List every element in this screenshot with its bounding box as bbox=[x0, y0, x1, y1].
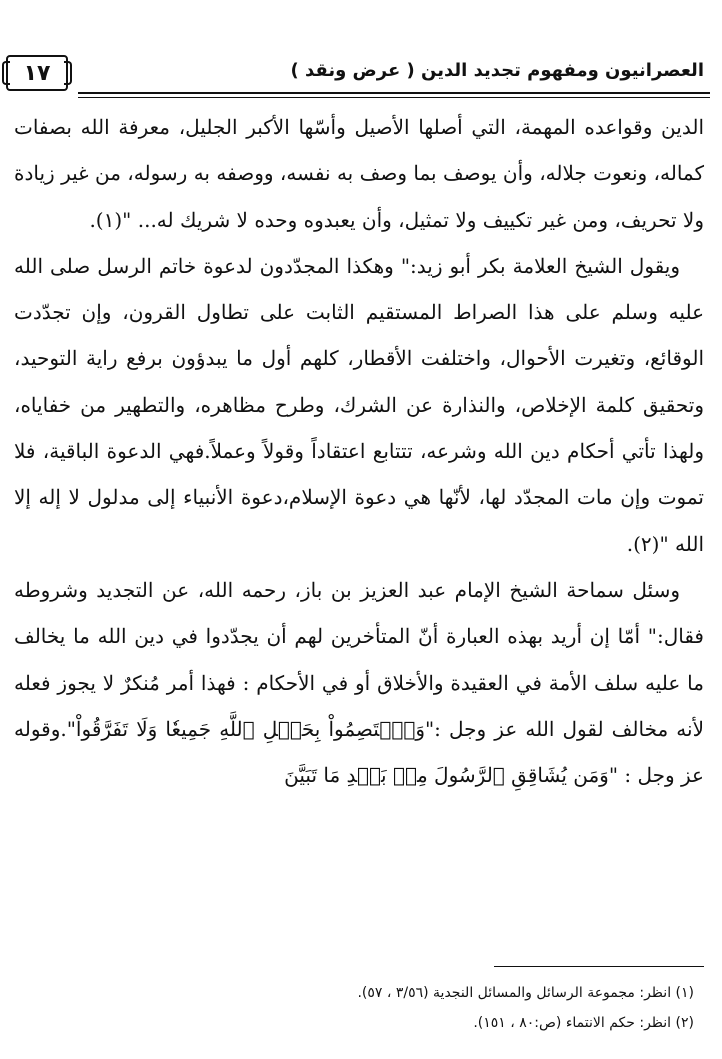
main-text bbox=[14, 104, 704, 798]
running-title: العصرانيون ومفهوم تجديد الدين ( عرض ونقد ) bbox=[290, 60, 704, 81]
header-rule bbox=[78, 92, 710, 94]
paragraph-bakr-abu-zayd-quote: ويقول الشيخ العلامة بكر أبو زيد:" وهكذا المجدّدون لدعوة خاتم الرسل صلى الله عليه وسلم على هذا الصراط المستقيم الثابت على تطاول القرون، وإن تجدّدت الوقائع، وتغيرت الأحوال، واختلفت الأقطار، كلهم أول ما يبدؤون برفع راية التوحيد، وتحقيق كلمة الإخلاص، والنذارة عن الشرك، وطرح مظاهره، والتطهير من خفاياه، ولهذا تأتي أحكام دين الله وشرعه، تتتابع اعتقاداً وقولاً وعملاً.فهي الدعوة الباقية، فلا تموت وإن مات المجدّد لها، لأنّها هي دعوة الإسلام،دعوة الأنبياء إلى مدلول لا إله إلا الله "(٢). bbox=[14, 253, 704, 556]
footnote-separator bbox=[494, 966, 704, 967]
footnote-2: (٢) انظر: حكم الانتماء (ص:٨٠ ، ١٥١). bbox=[473, 1015, 694, 1031]
page-number: ١٧ bbox=[6, 55, 68, 91]
paragraph-continuation: الدين وقواعده المهمة، التي أصلها الأصيل وأسّها الأكبر الجليل، معرفة الله بصفات كماله، ونعوت جلاله، وأن يوصف بما وصف به نفسه، ووصفه به رسوله، من غير زيادة ولا تحريف، ومن غير تكييف ولا تمثيل، وأن يعبدوه وحده لا شريك له... "(١). bbox=[14, 115, 705, 232]
paragraph-ibn-baz-quote: وسئل سماحة الشيخ الإمام عبد العزيز بن باز، رحمه الله، عن التجديد وشروطه فقال:" أمّا إن أريد بهذه العبارة أنّ المتأخرين لهم أن يجدّدوا في دين الله ما يخالف ما عليه سلف الأمة في العقيدة والأخلاق أو في الأحكام : فهذا أمر مُنكرٌ لا يجوز فعله لأنه مخالف لقول الله عز وجل :"وَٱعۡتَصِمُواْ بِحَبۡلِ ٱللَّهِ جَمِيعٗا وَلَا تَفَرَّقُواْ".وقوله عز وجل : "وَمَن يُشَاقِقِ ٱلرَّسُولَ مِنۢ بَعۡدِ مَا تَبَيَّنَ bbox=[14, 577, 705, 788]
footnotes bbox=[54, 978, 694, 1038]
header-rule-thin bbox=[78, 97, 710, 98]
footnote-1: (١) انظر: مجموعة الرسائل والمسائل النجدية (٣/٥٦ ، ٥٧). bbox=[357, 985, 694, 1001]
